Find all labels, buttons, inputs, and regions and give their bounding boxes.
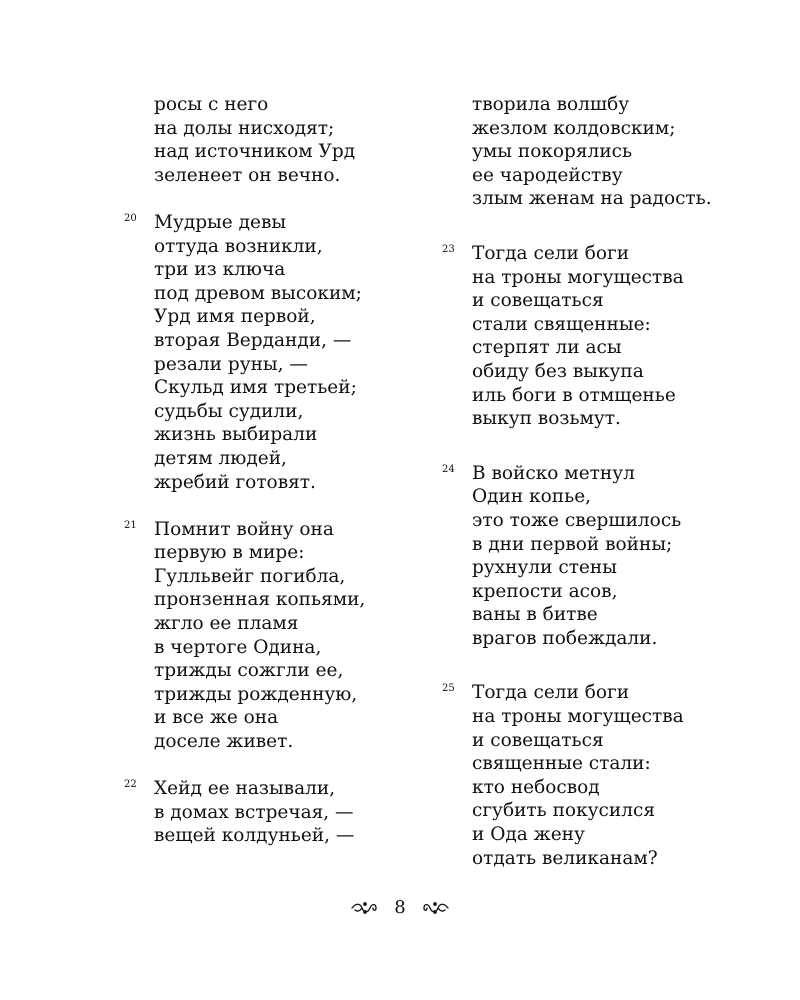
verse-line: стерпят ли асы	[472, 337, 622, 359]
verse-line: жребий готовят.	[154, 471, 316, 493]
verse-line: творила волшбу	[472, 94, 630, 115]
stanza-number: 22	[124, 779, 137, 791]
page-number: 8	[394, 897, 406, 918]
verse-line: резали руны, —	[154, 353, 308, 375]
verse-line: доселе живет.	[154, 731, 294, 753]
verse-line: жезлом колдовским;	[472, 117, 676, 139]
verse-line: кто небосвод	[472, 776, 600, 798]
stanza-number: 20	[124, 212, 137, 224]
verse-line: врагов побеждали.	[472, 627, 658, 649]
left-column	[120, 93, 410, 848]
verse-line: выкуп возьмут.	[472, 408, 621, 430]
verse-line: пронзенная копьями,	[154, 589, 366, 611]
verse-line: ваны в битве	[472, 604, 598, 626]
verse-line: Тогда сели боги	[472, 682, 630, 704]
verse-line: Один копье,	[472, 486, 592, 508]
stanza	[120, 518, 410, 754]
verse-line: над источником Урд	[154, 141, 356, 163]
stanza-number: 24	[442, 463, 455, 475]
verse-line: оттуда возникли,	[154, 235, 323, 257]
verse-line: жизнь выбирали	[154, 424, 318, 446]
verse-line: жгло ее пламя	[154, 613, 299, 635]
verse-line: на долы нисходят;	[154, 117, 335, 139]
verse-line: Урд имя первой,	[154, 306, 316, 328]
verse-line: вещей колдуньей, —	[154, 825, 355, 847]
verse-line: зеленеет он вечно.	[154, 164, 341, 186]
verse-line: трижды сожгли ее,	[154, 660, 344, 682]
verse-line: три из ключа	[154, 259, 286, 281]
verse-line: священные стали:	[472, 753, 651, 775]
verse-line: Хейд ее называли,	[154, 778, 336, 800]
verse-line: иль боги в отмщенье	[472, 384, 676, 406]
verse-line: отдать великанам?	[472, 847, 658, 869]
stanza	[120, 93, 410, 187]
stanza-number: 23	[442, 243, 455, 255]
verse-line: ее чародейству	[472, 164, 623, 186]
stanza	[438, 462, 738, 651]
verse-line: в чертоге Одина,	[154, 636, 322, 658]
verse-line: Помнит войну она	[154, 518, 334, 540]
verse-line: и Ода жену	[472, 824, 585, 846]
verse-line: Мудрые девы	[154, 211, 287, 233]
verse-line: умы покорялись	[472, 141, 633, 163]
stanza	[438, 93, 738, 211]
verse-line: и совещаться	[472, 290, 604, 312]
verse-line: судьбы судили,	[154, 400, 304, 422]
stanza	[438, 242, 738, 431]
stanza	[120, 211, 410, 494]
stanza	[120, 777, 410, 848]
verse-line: на троны могущества	[472, 706, 684, 728]
stanza	[438, 681, 738, 870]
verse-line: в домах встречая, —	[154, 801, 354, 823]
verse-line: трижды рожденную,	[154, 683, 358, 705]
verse-line: сгубить покусился	[472, 800, 655, 822]
verse-line: детям людей,	[154, 447, 287, 469]
verse-line: на троны могущества	[472, 266, 684, 288]
verse-line: Скульд имя третьей;	[154, 377, 357, 399]
ornament-right-icon	[420, 900, 450, 916]
verse-line: Гулльвейг погибла,	[154, 565, 346, 587]
right-column	[438, 93, 738, 870]
verse-line: рухнули стены	[472, 557, 617, 579]
verse-line: Тогда сели боги	[472, 242, 630, 264]
verse-line: росы с него	[154, 94, 269, 115]
verse-line: первую в мире:	[154, 542, 305, 564]
verse-line: вторая Верданди, —	[154, 329, 352, 351]
verse-line: это тоже свершилось	[472, 509, 682, 531]
stanza-number: 21	[124, 519, 137, 531]
verse-line: крепости асов,	[472, 580, 618, 602]
stanza-number: 25	[442, 683, 455, 695]
verse-line: злым женам на радость.	[472, 188, 712, 210]
verse-line: под древом высоким;	[154, 282, 362, 304]
verse-line: в дни первой войны;	[472, 533, 673, 555]
page-footer	[0, 897, 800, 919]
verse-line: стали священные:	[472, 313, 651, 335]
ornament-left-icon	[350, 900, 380, 916]
verse-line: В войско метнул	[472, 462, 635, 484]
verse-line: и совещаться	[472, 729, 604, 751]
verse-line: и все же она	[154, 707, 279, 729]
verse-line: обиду без выкупа	[472, 360, 644, 382]
